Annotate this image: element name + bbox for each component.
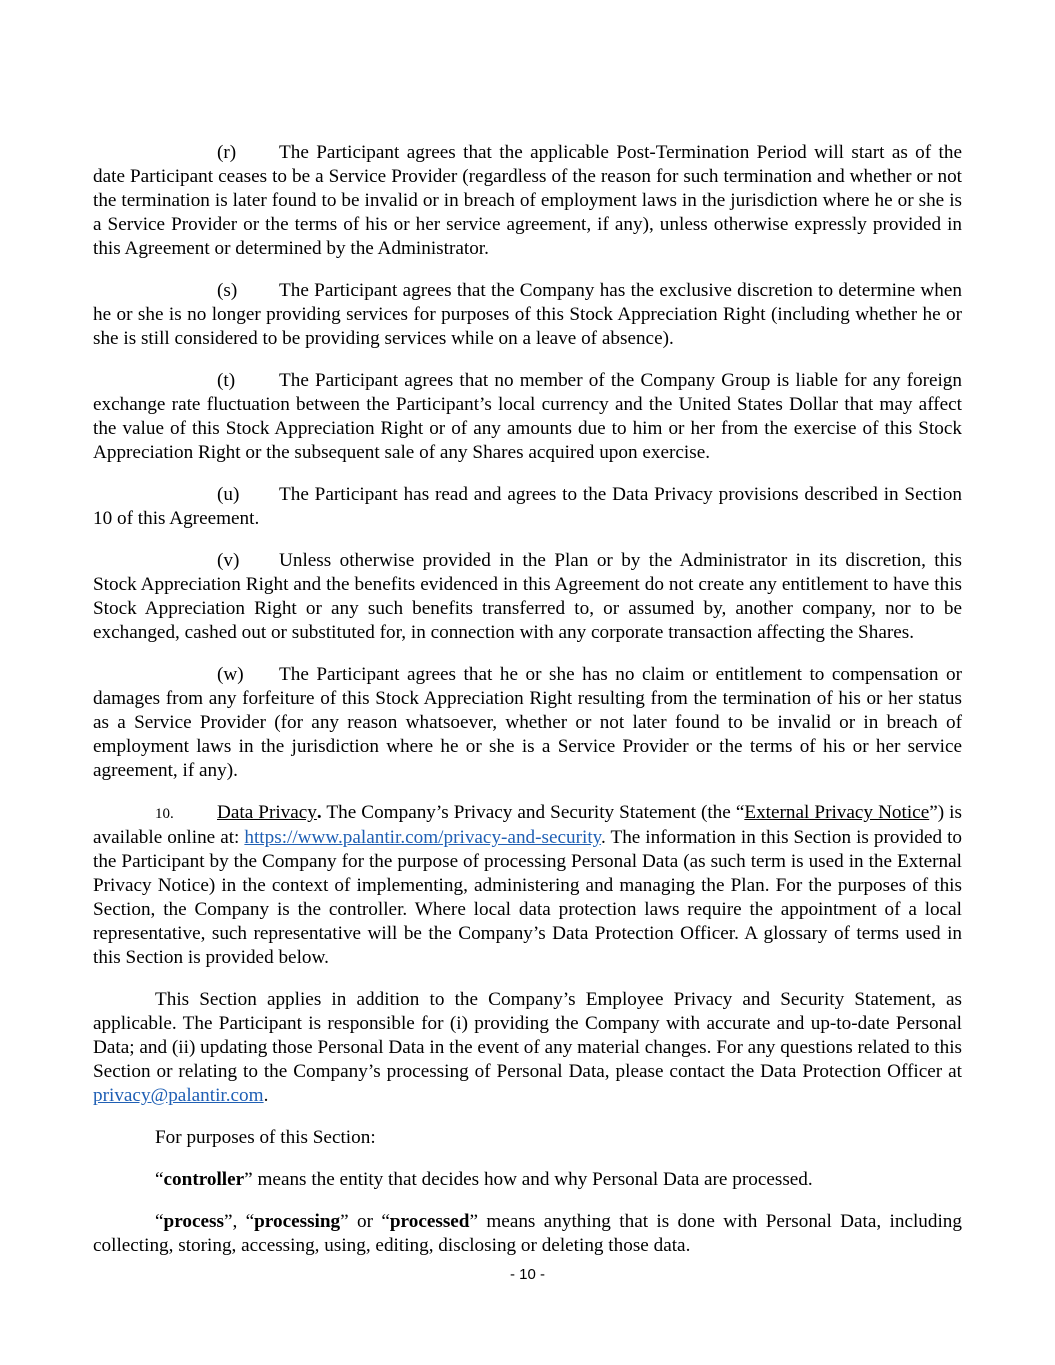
- item-label: (s): [217, 280, 238, 301]
- page-number: - 10 -: [509, 1266, 545, 1283]
- item-label: (w): [217, 664, 244, 685]
- paragraph-s: [93, 279, 962, 351]
- item-label: (v): [217, 550, 240, 571]
- heading-punct: .: [316, 802, 322, 823]
- quote: ”, “: [223, 1211, 255, 1232]
- quote: ”: [244, 1169, 253, 1190]
- definition-text: means the entity that decides how and why Personal Data are processed.: [252, 1169, 813, 1190]
- purposes-paragraph: For purposes of this Section:: [155, 1127, 376, 1148]
- item-text: The Participant agrees that he or she has no claim or entitlement to compensation or damages from any forfeiture of this Stock Appreciation Right resulting from the termination of his or her status as a Service Provider (for any reason whatsoever, whether or not later found to be invalid or in breach of employment laws in the jurisdiction where he or she is a Service Provider or the terms of his or her service agreement, if any).: [93, 664, 962, 781]
- defined-term: process: [163, 1211, 224, 1232]
- definition-text: means anything that is done with Personal Data, including collecting, storing, accessing, using, editing, disclosing or deleting those data.: [93, 1211, 962, 1256]
- quote: “: [155, 1169, 164, 1190]
- item-label: (r): [217, 142, 237, 163]
- definition-controller: [93, 1168, 962, 1192]
- paragraph-w: [93, 663, 962, 783]
- item-text: The Participant has read and agrees to the Data Privacy provisions described in Section 10 of this Agreement.: [93, 484, 962, 529]
- defined-term: processing: [254, 1211, 341, 1232]
- definition-process: [93, 1210, 962, 1258]
- section-text: . The information in this Section is provided to the Participant by the Company for the purpose of processing Personal Data (as such term is used in the External Privacy Notice) in the context of implementing, administering and managing the Plan. For the purposes of this Section, the Company is the controller. Where local data protection laws require the appointment of a local representative, such representative will be the Company’s Data Protection Officer. A glossary of terms used in this Section is provided below.: [93, 827, 962, 968]
- privacy-url-link[interactable]: https://www.palantir.com/privacy-and-security: [244, 827, 602, 848]
- paragraph-text: .: [263, 1085, 269, 1106]
- quote: “: [155, 1211, 164, 1232]
- item-label: (u): [217, 484, 240, 505]
- document-page: [93, 141, 962, 1276]
- item-text: The Participant agrees that no member of the Company Group is liable for any foreign exchange rate fluctuation between the Participant’s local currency and the United States Dollar that may affect the value of this Stock Appreciation Right or of any amounts due to him or her from the exercise of this Stock Appreciation Right or the subsequent sale of any Shares acquired upon exercise.: [93, 370, 962, 463]
- item-text: Unless otherwise provided in the Plan or by the Administrator in its discretion, this Stock Appreciation Right and the benefits evidenced in this Agreement do not create any entitlement to have this Stock Appreciation Right or any such benefits transferred to, or assumed by, another company, nor to be exchanged, cashed out or substituted for, in connection with any corporate transaction affecting the Shares.: [93, 550, 962, 643]
- item-text: The Participant agrees that the Company has the exclusive discretion to determine when he or she is no longer providing services for purposes of this Stock Appreciation Right (including whether he or she is still considered to be providing services while on a leave of absence).: [93, 280, 962, 349]
- paragraph-r: [93, 141, 962, 261]
- defined-term: controller: [163, 1169, 245, 1190]
- defined-term: processed: [389, 1211, 470, 1232]
- item-label: (t): [217, 370, 236, 391]
- section-text: The Company’s Privacy and Security Statement (the “: [321, 802, 745, 823]
- privacy-email-link[interactable]: privacy@palantir.com: [93, 1085, 264, 1106]
- section-text: ”) is available online at:: [93, 802, 962, 848]
- paragraph-t: [93, 369, 962, 465]
- item-text: The Participant agrees that the applicable Post-Termination Period will start as of the date Participant ceases to be a Service Provider (regardless of the reason for such termination and whether or not the termination is later found to be invalid or in breach of employment laws in the jurisdiction where he or she is a Service Provider or the terms of his or her service agreement, if any), unless otherwise expressly provided in this Agreement or determined by the Administrator.: [93, 142, 962, 259]
- paragraph-u: [93, 483, 962, 531]
- section-heading: Data Privacy: [217, 802, 317, 823]
- paragraph-v: [93, 549, 962, 645]
- section-number: 10.: [155, 806, 174, 822]
- quote: ” or “: [340, 1211, 390, 1232]
- defined-term: External Privacy Notice: [744, 802, 930, 823]
- applies-paragraph: [93, 988, 962, 1108]
- section-10-data-privacy: [93, 801, 962, 970]
- quote: ”: [469, 1211, 479, 1232]
- paragraph-text: This Section applies in addition to the Company’s Employee Privacy and Security Statement, as applicable. The Participant is responsible for (i) providing the Company with accurate and up-to-date Personal Data; and (ii) updating those Personal Data in the event of any material changes. For any questions related to this Section or relating to the Company’s processing of Personal Data, please contact the Data Protection Officer at: [93, 989, 962, 1082]
